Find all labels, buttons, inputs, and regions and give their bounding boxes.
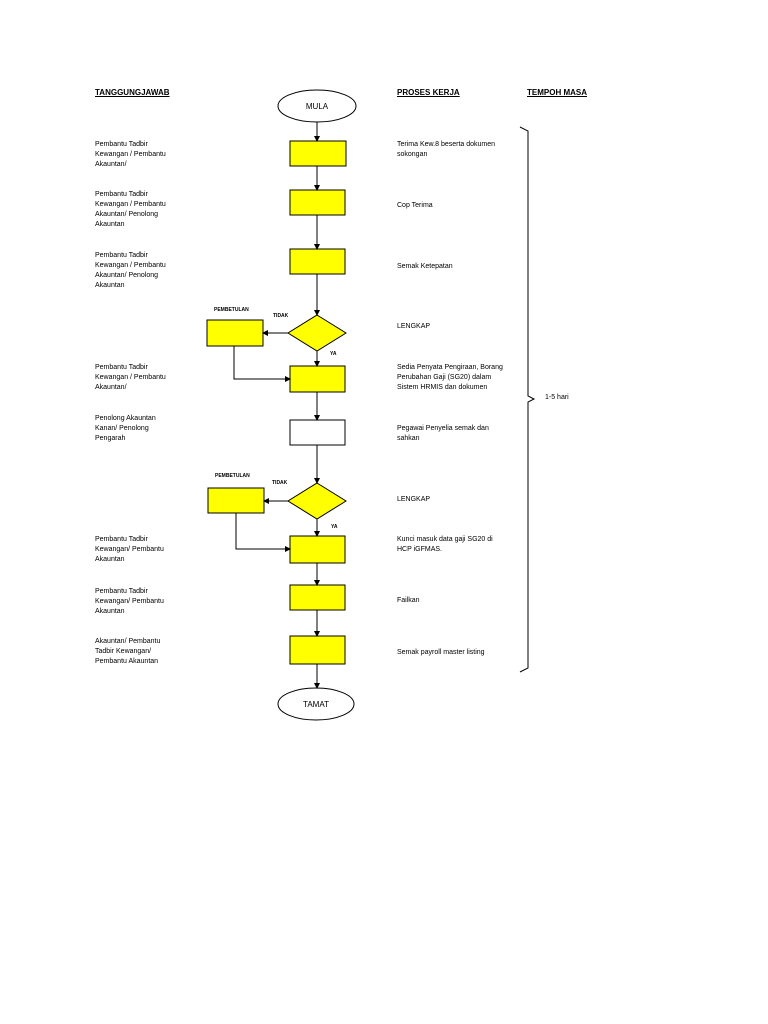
decision-diamond-1 xyxy=(288,315,346,351)
correction-label-1: PEMBETULAN xyxy=(214,307,249,313)
end-terminal xyxy=(278,688,354,720)
yes-label-2: YA xyxy=(331,524,338,530)
process-box-3 xyxy=(290,249,345,274)
header-duration: TEMPOH MASA xyxy=(527,88,587,97)
process-1: Terima Kew.8 beserta dokumen sokongan xyxy=(397,141,496,158)
header-responsibility: TANGGUNGJAWAB xyxy=(95,88,170,97)
process-decision-1: LENGKAP xyxy=(397,323,431,330)
responsibility-1: Pembantu Tadbir Kewangan / Pembantu Akauntan/ xyxy=(95,141,166,168)
responsibility-8: Akauntan/ Pembantu Tadbir Kewangan/ Pembantu Akauntan xyxy=(95,638,161,665)
process-box-1 xyxy=(290,141,346,166)
correction-box-2 xyxy=(208,488,264,513)
duration-value: 1-5 hari xyxy=(545,394,569,401)
process-5: Pegawai Penyelia semak dan sahkan xyxy=(397,425,489,442)
process-2: Cop Terima xyxy=(397,202,433,209)
responsibility-4: Pembantu Tadbir Kewangan / Pembantu Akauntan/ xyxy=(95,364,166,391)
end-label: TAMAT xyxy=(303,700,329,709)
header-process: PROSES KERJA xyxy=(397,88,460,97)
yes-label-1: YA xyxy=(330,351,337,357)
start-terminal xyxy=(278,90,356,122)
responsibility-7: Pembantu Tadbir Kewangan/ Pembantu Akauntan xyxy=(95,588,164,615)
responsibility-6: Pembantu Tadbir Kewangan/ Pembantu Akauntan xyxy=(95,536,164,563)
no-label-2: TIDAK xyxy=(272,480,288,486)
process-7: Failkan xyxy=(397,597,420,604)
process-box-7 xyxy=(290,585,345,610)
responsibility-2: Pembantu Tadbir Kewangan / Pembantu Akauntan/ Penolong Akauntan xyxy=(95,191,166,228)
correction-box-1 xyxy=(207,320,263,346)
process-box-8 xyxy=(290,636,345,664)
process-6: Kunci masuk data gaji SG20 di HCP iGFMAS. xyxy=(397,536,493,553)
responsibility-3: Pembantu Tadbir Kewangan / Pembantu Akauntan/ Penolong Akauntan xyxy=(95,252,166,289)
no-label-1: TIDAK xyxy=(273,313,289,319)
process-3: Semak Ketepatan xyxy=(397,263,453,270)
process-box-4 xyxy=(290,366,345,392)
decision-diamond-2 xyxy=(288,483,346,519)
responsibility-5: Penolong Akauntan Kanan/ Penolong Pengarah xyxy=(95,415,156,442)
process-box-2 xyxy=(290,190,345,215)
process-8: Semak payroll master listing xyxy=(397,649,485,656)
process-box-6 xyxy=(290,536,345,563)
start-label: MULA xyxy=(305,102,329,111)
process-decision-2: LENGKAP xyxy=(397,496,431,503)
correction-label-2: PEMBETULAN xyxy=(215,473,250,479)
process-box-5 xyxy=(290,420,345,445)
process-4: Sedia Penyata Pengiraan, Borang Perubahan Gaji (SG20) dalam Sistem HRMIS dan dokumen xyxy=(397,364,503,391)
